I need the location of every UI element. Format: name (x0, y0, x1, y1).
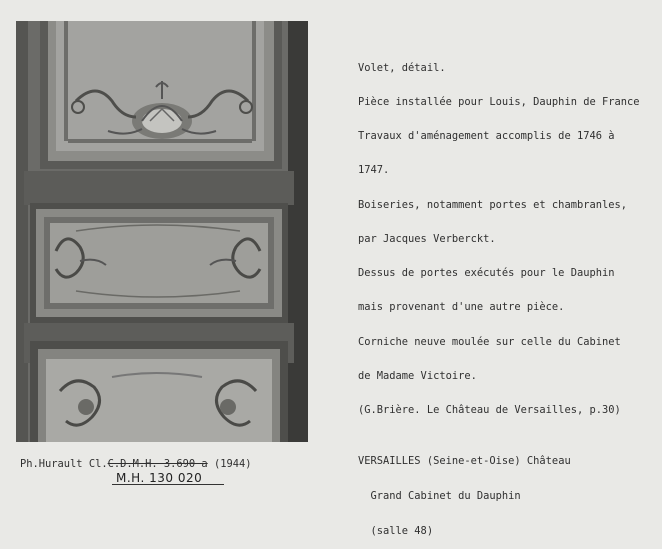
location-room-number: (salle 48) (370, 524, 434, 537)
description-line: Corniche neuve moulée sur celle du Cabinet (358, 335, 621, 348)
photograph-door-panel (16, 21, 308, 442)
credit-struck-reference: C.D.M.H. 3.690 a (107, 458, 208, 470)
photo-credit (20, 458, 252, 470)
description-line: Boiseries, notamment portes et chambranles, (358, 198, 627, 211)
location-city: VERSAILLES (358, 455, 421, 468)
carved-door-panels-image (16, 21, 308, 442)
description-line: par Jacques Verberckt. (358, 232, 496, 245)
credit-year: (1944) (213, 458, 252, 470)
location-line-2 (358, 491, 571, 503)
location-room: Grand Cabinet du Dauphin (370, 489, 521, 502)
description-text (358, 40, 658, 428)
location-line-3 (358, 526, 571, 538)
location-line-1 (358, 456, 571, 468)
handwritten-underline (112, 484, 224, 485)
description-line: Pièce installée pour Louis, Dauphin de France (358, 96, 640, 109)
description-line: (G.Brière. Le Château de Versailles, p.30) (358, 404, 621, 416)
description-line: Travaux d'aménagement accomplis de 1746 à (358, 130, 615, 143)
handwritten-inventory-number: M.H. 130 020 (116, 471, 203, 485)
location-caption (358, 433, 571, 549)
credit-prefix: Ph.Hurault Cl. (20, 458, 108, 470)
location-region: (Seine-et-Oise) Château (420, 455, 571, 468)
description-line: mais provenant d'une autre pièce. (358, 301, 565, 314)
description-line: Volet, détail. (358, 61, 446, 74)
description-line: 1747. (358, 164, 390, 177)
description-line: de Madame Victoire. (358, 369, 477, 382)
description-line: Dessus de portes exécutés pour le Dauphin (358, 267, 615, 280)
